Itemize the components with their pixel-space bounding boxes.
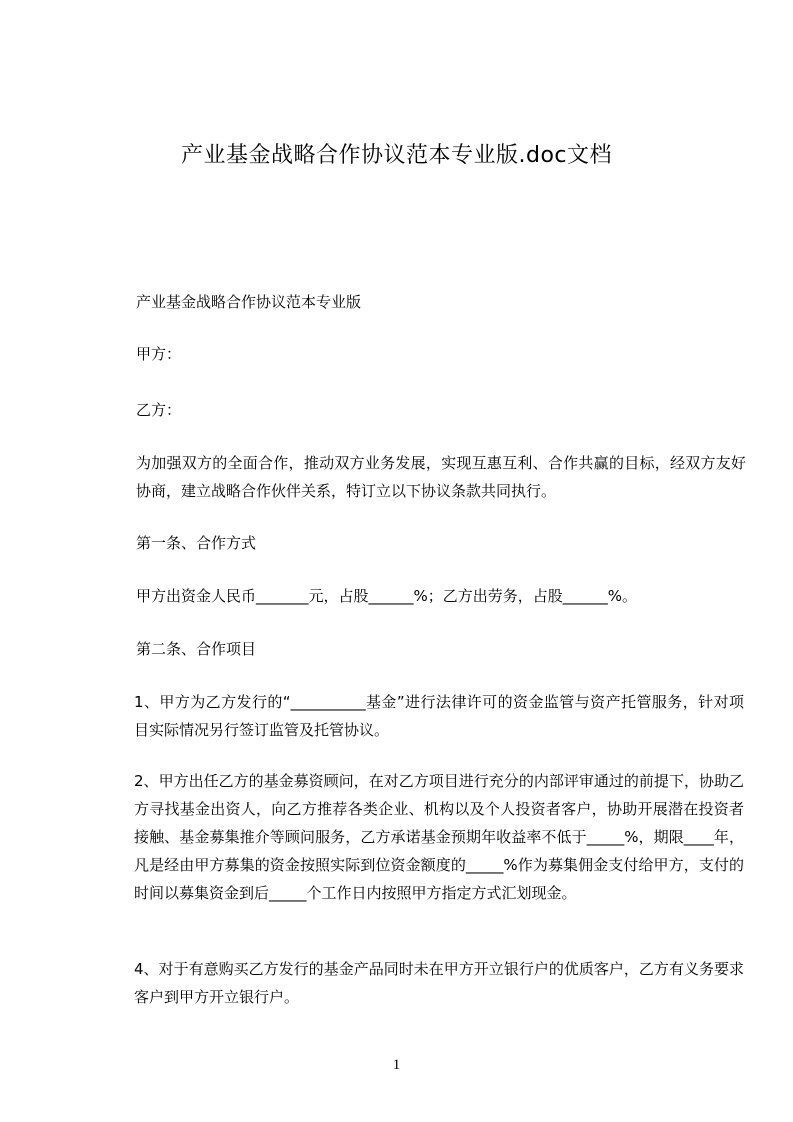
article-2-item-4: 4、对于有意购买乙方发行的基金产品同时未在甲方开立银行户的优质客户，乙方有义务要求客户到甲方开立银行户。: [134, 960, 744, 1006]
intro-paragraph: 为加强双方的全面合作，推动双方业务发展，实现互惠互利、合作共赢的目标，经双方友好协商，建立战略合作伙伴关系，特订立以下协议条款共同执行。: [136, 454, 746, 500]
article-2-item-1: 1、甲方为乙方发行的“__________基金”进行法律许可的资金监管与资产托管服务，针对项目实际情况另行签订监管及托管协议。: [134, 693, 744, 739]
article-2-item-2: 2、甲方出任乙方的基金募资顾问，在对乙方项目进行充分的内部评审通过的前提下，协助乙方寻找基金出资人，向乙方推荐各类企业、机构以及个人投资者客户，协助开展潜在投资者接触、基金募集推介等顾问服务，乙方承诺基金预期年收益率不低于_____%，期限____年，凡是经由甲方募集的资金按照实际到位资金额度的_____%作为募集佣金支付给甲方，支付的时间以募集资金到后_____个工作日内按照甲方指定方式汇划现金。: [134, 772, 744, 902]
article-1-heading: 第一条、合作方式: [136, 534, 257, 552]
document-subtitle: 产业基金战略合作协议范本专业版: [136, 293, 362, 311]
article-2-heading: 第二条、合作项目: [136, 640, 257, 658]
page-number: 1: [392, 1057, 401, 1073]
article-1-body: 甲方出资金人民币_______元，占股______%；乙方出劳务，占股______%。: [136, 587, 638, 605]
party-a-label: 甲方：: [136, 345, 182, 363]
party-b-label: 乙方：: [136, 401, 182, 419]
document-title: 产业基金战略合作协议范本专业版.doc文档: [180, 143, 612, 168]
